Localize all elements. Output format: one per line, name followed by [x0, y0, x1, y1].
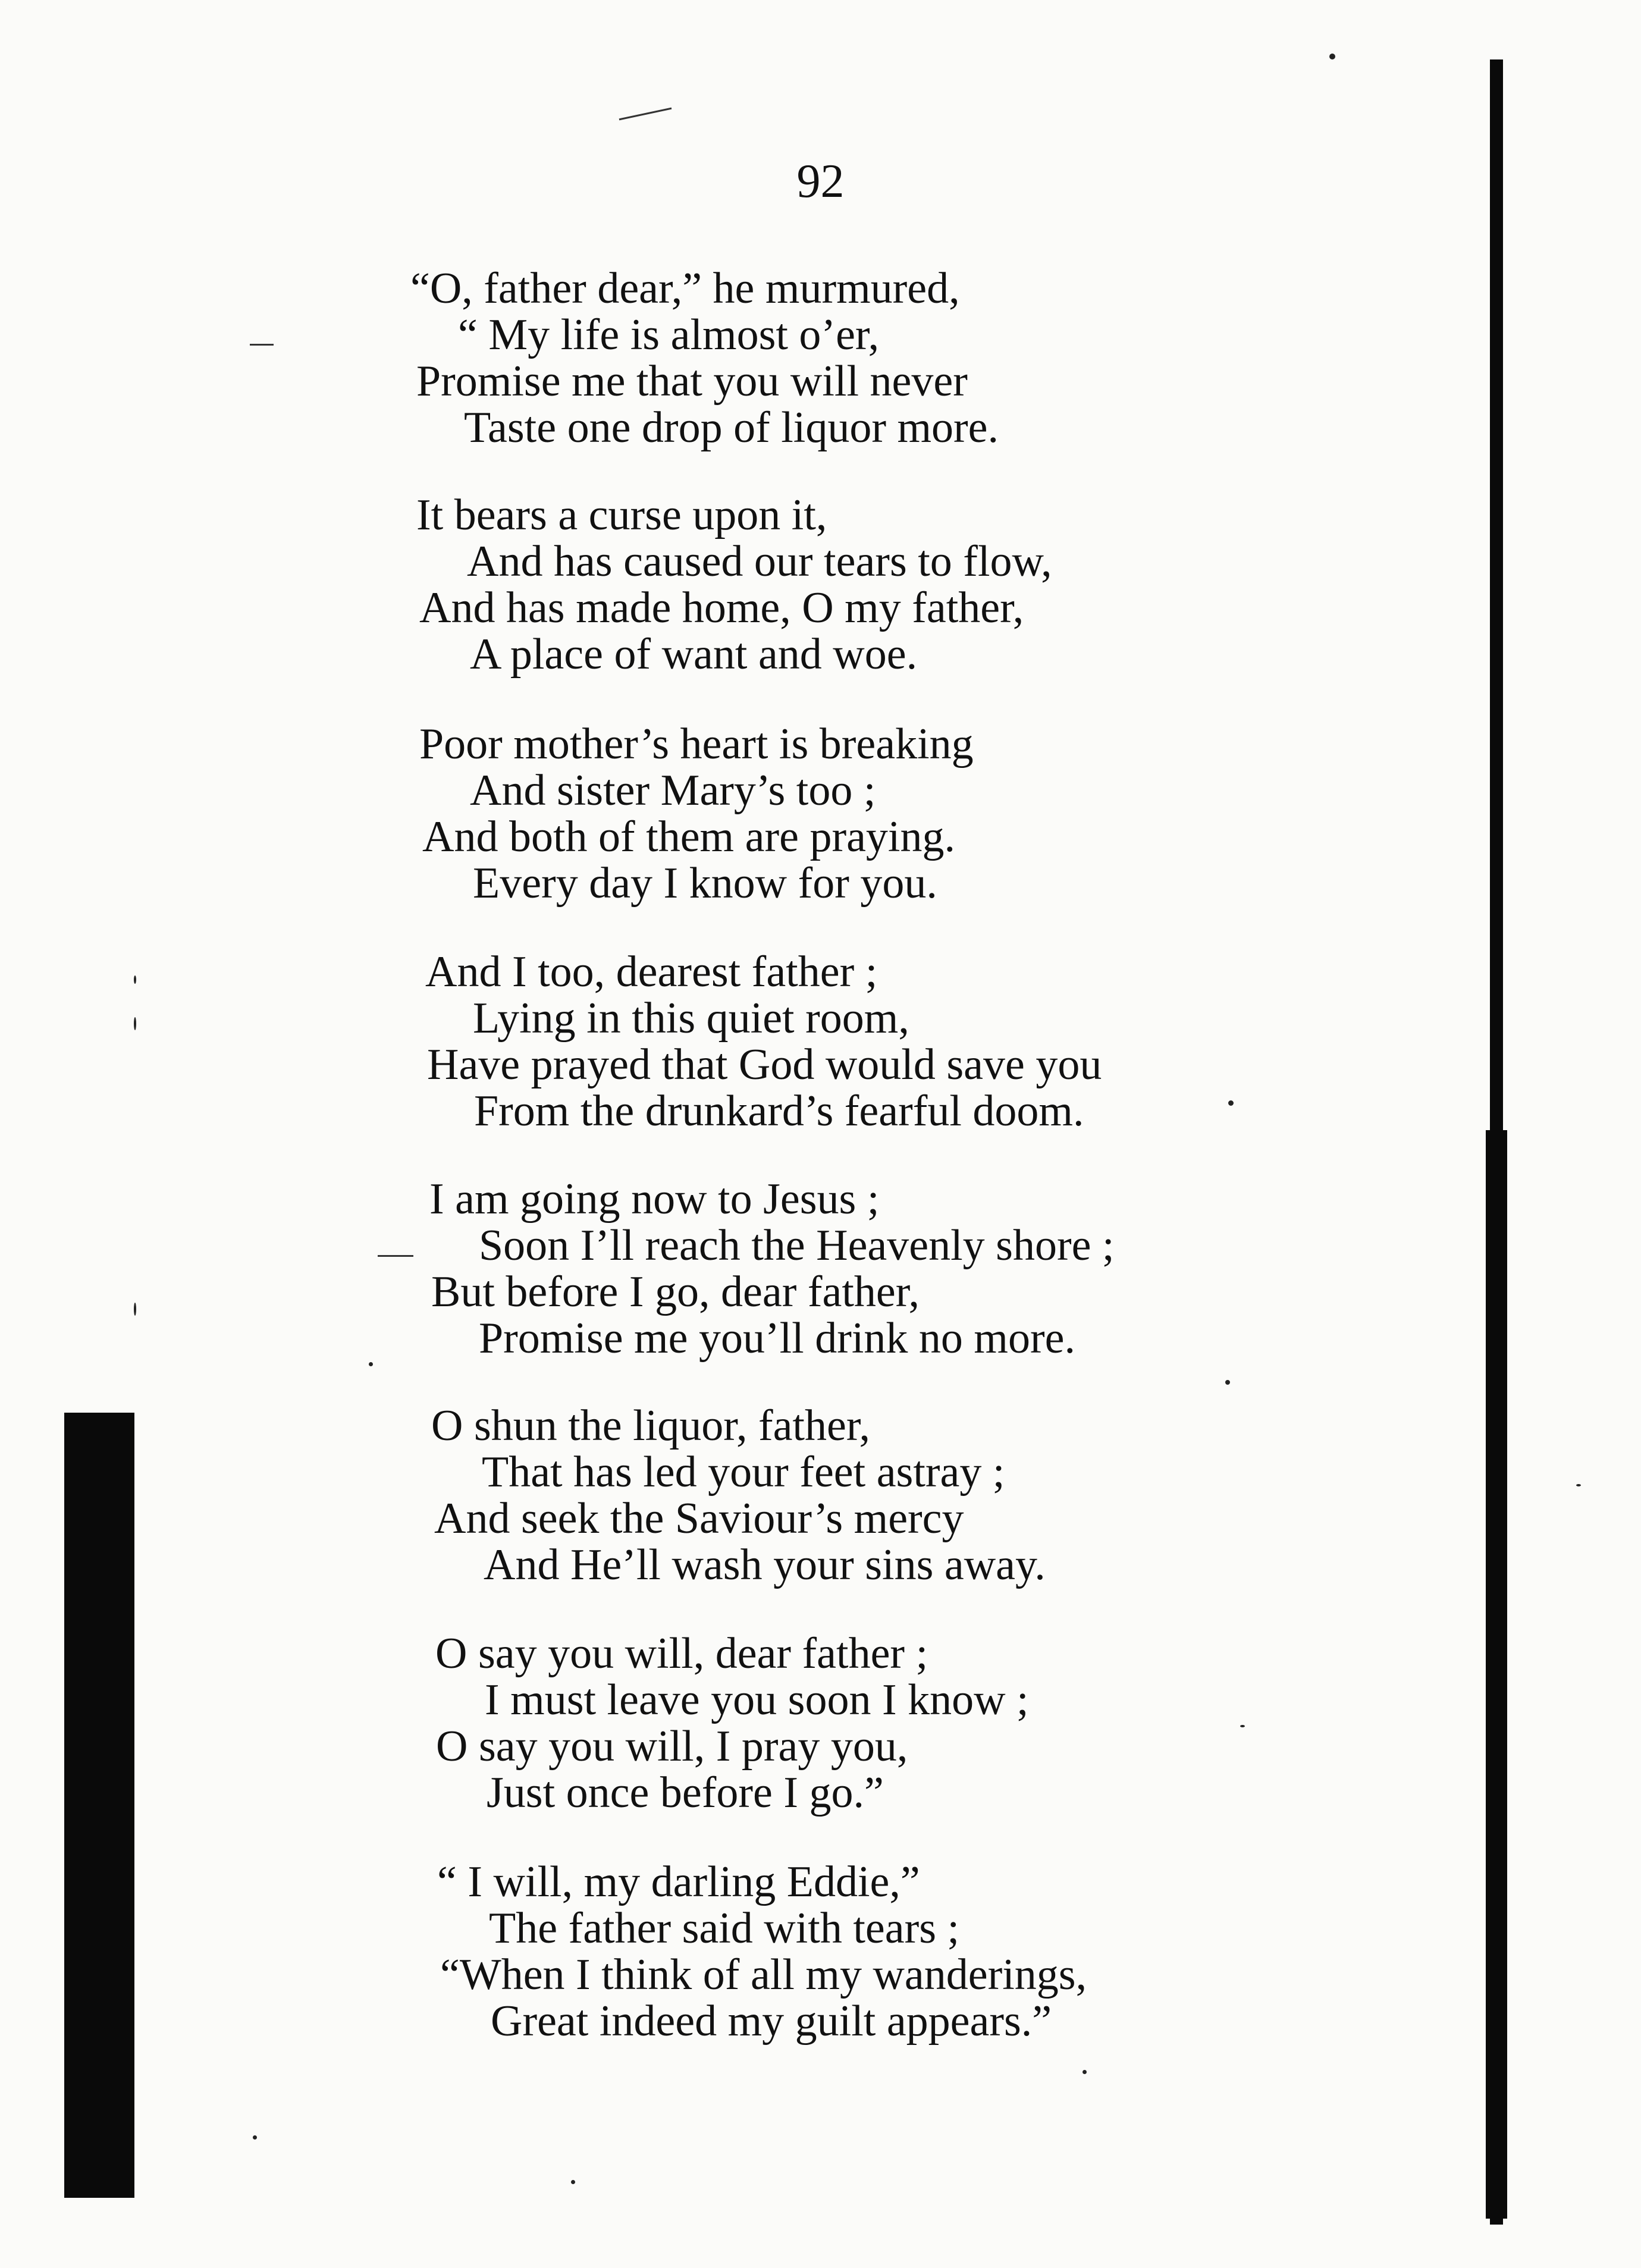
poem-line: And has caused our tears to flow, — [467, 537, 1052, 586]
poem-line: I am going now to Jesus ; — [429, 1175, 880, 1224]
scan-speck — [1225, 1380, 1230, 1385]
poem-line: But before I go, dear father, — [431, 1268, 920, 1316]
poem-line: And He’ll wash your sins away. — [484, 1541, 1046, 1589]
scan-mark — [378, 1255, 413, 1257]
poem-line: Have prayed that God would save you — [427, 1040, 1102, 1089]
poem-line: Promise me that you will never — [416, 357, 968, 406]
page-number: 92 — [796, 155, 845, 208]
poem-line: I must leave you soon I know ; — [485, 1676, 1029, 1724]
poem-line: And I too, dearest father ; — [425, 948, 878, 996]
scan-speck — [253, 2135, 257, 2140]
poem-line: And both of them are praying. — [422, 813, 955, 861]
poem-line: Great indeed my guilt appears.” — [491, 1997, 1052, 2046]
scan-speck — [369, 1362, 373, 1366]
scan-speck — [134, 1303, 136, 1316]
poem-line: That has led your feet astray ; — [482, 1448, 1005, 1497]
poem-line: And seek the Saviour’s mercy — [434, 1494, 964, 1543]
poem-line: Soon I’ll reach the Heavenly shore ; — [479, 1221, 1115, 1270]
scan-mark — [250, 344, 274, 346]
scan-speck — [134, 1017, 136, 1030]
poem-line: The father said with tears ; — [489, 1904, 960, 1953]
poem-line: O say you will, I pray you, — [436, 1722, 908, 1771]
poem-line: Just once before I go.” — [487, 1768, 884, 1817]
poem-line: Poor mother’s heart is breaking — [419, 720, 974, 768]
poem-line: Lying in this quiet room, — [473, 994, 909, 1043]
poem-line: O say you will, dear father ; — [435, 1629, 928, 1678]
poem-line: Taste one drop of liquor more. — [464, 403, 999, 452]
scan-speck — [1576, 1484, 1581, 1486]
poem-line: Every day I know for you. — [473, 859, 937, 908]
poem-line: It bears a curse upon it, — [416, 491, 827, 539]
scan-speck — [1329, 54, 1335, 59]
poem-line: And sister Mary’s too ; — [470, 766, 876, 815]
scan-speck — [1228, 1100, 1234, 1106]
poem-line: And has made home, O my father, — [419, 584, 1024, 632]
poem-line: “ My life is almost o’er, — [458, 310, 880, 359]
poem-line: “ I will, my darling Eddie,” — [437, 1858, 920, 1906]
poem-line: “O, father dear,” he murmured, — [410, 264, 960, 313]
poem-line: A place of want and woe. — [470, 630, 918, 679]
poem-line: Promise me you’ll drink no more. — [479, 1314, 1075, 1363]
scan-speck — [134, 975, 136, 984]
poem-line: O shun the liquor, father, — [431, 1401, 871, 1450]
poem-line: “When I think of all my wanderings, — [440, 1950, 1087, 1999]
poem-line: From the drunkard’s fearful doom. — [474, 1087, 1084, 1135]
scan-speck — [1240, 1725, 1245, 1727]
scan-speck — [571, 2180, 575, 2184]
scan-speck — [1083, 2070, 1087, 2074]
